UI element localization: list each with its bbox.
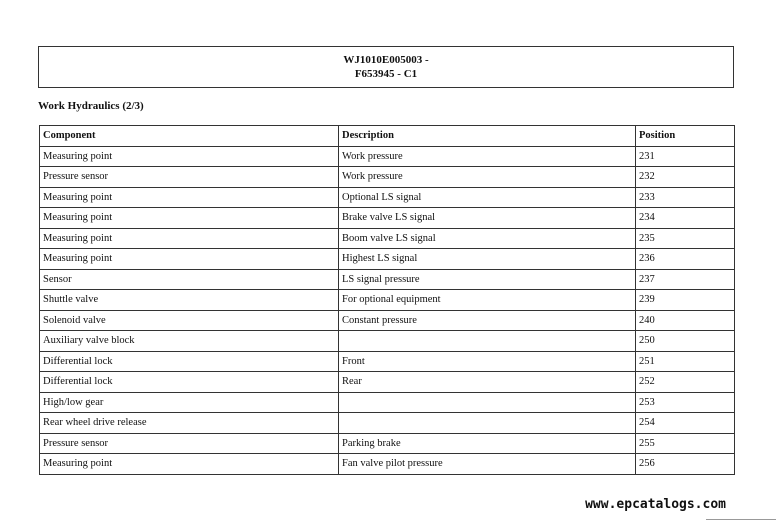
table-row bbox=[40, 372, 735, 393]
cell-component: Differential lock bbox=[40, 351, 339, 372]
cell-position: 251 bbox=[636, 351, 735, 372]
cell-component: Measuring point bbox=[40, 454, 339, 475]
column-header-description: Description bbox=[339, 126, 636, 147]
column-header-component: Component bbox=[40, 126, 339, 147]
cell-component: Shuttle valve bbox=[40, 290, 339, 311]
cell-description: Work pressure bbox=[339, 146, 636, 167]
cell-component: Pressure sensor bbox=[40, 167, 339, 188]
document-id: WJ1010E005003 - bbox=[343, 54, 429, 66]
cell-position: 240 bbox=[636, 310, 735, 331]
cell-description: Front bbox=[339, 351, 636, 372]
document-revision: F653945 - C1 bbox=[354, 68, 418, 80]
table-row bbox=[40, 413, 735, 434]
cell-position: 254 bbox=[636, 413, 735, 434]
cell-position: 237 bbox=[636, 269, 735, 290]
cell-description: Work pressure bbox=[339, 167, 636, 188]
cell-description: Parking brake bbox=[339, 433, 636, 454]
table-row bbox=[40, 167, 735, 188]
table-row bbox=[40, 187, 735, 208]
watermark: www.epcatalogs.com bbox=[585, 497, 726, 512]
cell-component: Differential lock bbox=[40, 372, 339, 393]
cell-description: For optional equipment bbox=[339, 290, 636, 311]
cell-position: 255 bbox=[636, 433, 735, 454]
cell-description: LS signal pressure bbox=[339, 269, 636, 290]
cell-position: 232 bbox=[636, 167, 735, 188]
cell-component: Rear wheel drive release bbox=[40, 413, 339, 434]
cell-position: 236 bbox=[636, 249, 735, 270]
parts-table bbox=[39, 125, 735, 475]
table-body bbox=[40, 146, 735, 474]
cell-description bbox=[339, 331, 636, 352]
cell-position: 239 bbox=[636, 290, 735, 311]
table-header-row bbox=[40, 126, 735, 147]
cell-component: Measuring point bbox=[40, 208, 339, 229]
cell-description: Highest LS signal bbox=[339, 249, 636, 270]
cell-component: Measuring point bbox=[40, 249, 339, 270]
cell-component: Pressure sensor bbox=[40, 433, 339, 454]
cell-position: 256 bbox=[636, 454, 735, 475]
table-row bbox=[40, 146, 735, 167]
table-row bbox=[40, 290, 735, 311]
table-row bbox=[40, 208, 735, 229]
cell-description: Brake valve LS signal bbox=[339, 208, 636, 229]
section-title: Work Hydraulics (2/3) bbox=[38, 100, 144, 112]
table-row bbox=[40, 249, 735, 270]
cell-description: Fan valve pilot pressure bbox=[339, 454, 636, 475]
divider bbox=[706, 519, 776, 520]
table-row bbox=[40, 454, 735, 475]
table-row bbox=[40, 392, 735, 413]
column-header-position: Position bbox=[636, 126, 735, 147]
cell-position: 253 bbox=[636, 392, 735, 413]
cell-description: Constant pressure bbox=[339, 310, 636, 331]
table-row bbox=[40, 310, 735, 331]
table-row bbox=[40, 351, 735, 372]
cell-position: 235 bbox=[636, 228, 735, 249]
cell-position: 234 bbox=[636, 208, 735, 229]
table-row bbox=[40, 433, 735, 454]
table-row bbox=[40, 331, 735, 352]
cell-description: Optional LS signal bbox=[339, 187, 636, 208]
cell-component: Measuring point bbox=[40, 187, 339, 208]
document-header bbox=[38, 46, 734, 88]
cell-component: Solenoid valve bbox=[40, 310, 339, 331]
cell-component: Auxiliary valve block bbox=[40, 331, 339, 352]
cell-description: Rear bbox=[339, 372, 636, 393]
cell-component: High/low gear bbox=[40, 392, 339, 413]
cell-description bbox=[339, 413, 636, 434]
table-row bbox=[40, 228, 735, 249]
cell-description bbox=[339, 392, 636, 413]
cell-component: Measuring point bbox=[40, 146, 339, 167]
cell-position: 250 bbox=[636, 331, 735, 352]
cell-component: Measuring point bbox=[40, 228, 339, 249]
cell-position: 231 bbox=[636, 146, 735, 167]
table-row bbox=[40, 269, 735, 290]
cell-description: Boom valve LS signal bbox=[339, 228, 636, 249]
cell-position: 252 bbox=[636, 372, 735, 393]
cell-position: 233 bbox=[636, 187, 735, 208]
cell-component: Sensor bbox=[40, 269, 339, 290]
